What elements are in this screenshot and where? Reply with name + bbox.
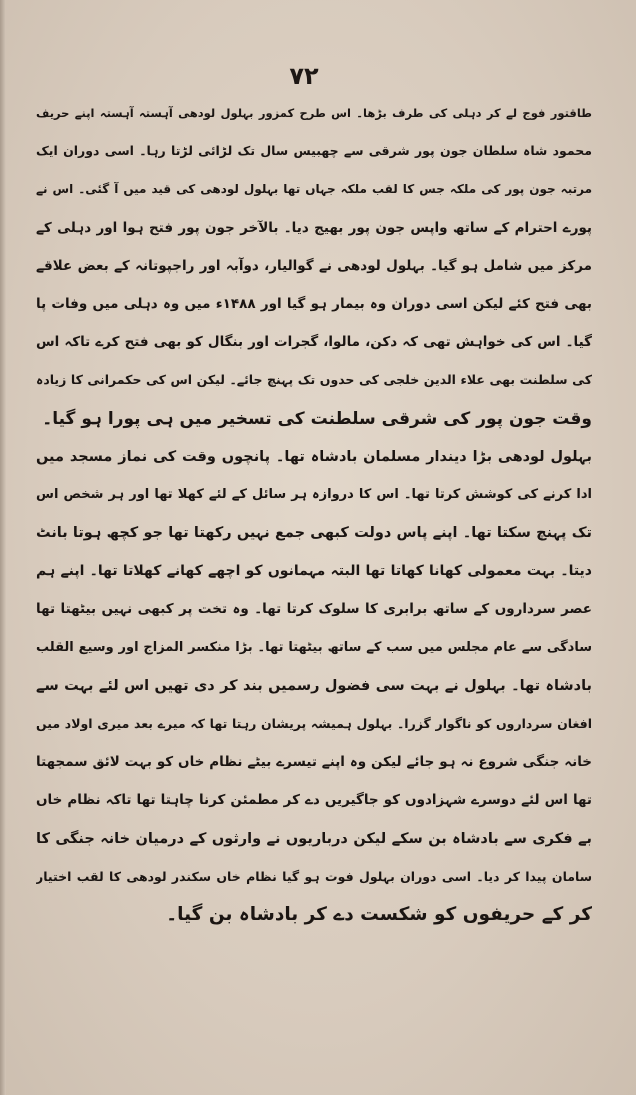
text-line: تھا اس لئے دوسرے شہزادوں کو جاگیریں دے کر مطمئن کرنا چاہتا تھا تاکہ نظام خاں xyxy=(36,792,592,809)
text-line: بھی فتح کئے لیکن اسی دوران وہ بیمار ہو گیا اور ۱۴۸۸ء میں وہ دہلی میں وفات پا xyxy=(36,295,592,312)
paragraph xyxy=(36,438,592,934)
paragraph xyxy=(36,94,592,438)
text-line: پورے احترام کے ساتھ واپس جون پور بھیج دیا۔ بالآخر جون پور فتح ہوا اور دہلی کے xyxy=(36,219,592,236)
text-line: افغان سرداروں کو ناگوار گزرا۔ بہلول ہمیشہ پریشان رہتا تھا کہ میرے بعد میری اولاد میں xyxy=(36,716,592,731)
text-line: طاقتور فوج لے کر دہلی کی طرف بڑھا۔ اس طرح کمزور بہلول لودھی آہستہ آہستہ اپنے حریف xyxy=(36,106,592,120)
text-line: بہلول لودھی بڑا دیندار مسلمان بادشاہ تھا۔ پانچوں وقت کی نماز مسجد میں xyxy=(36,448,592,465)
text-line: ادا کرنے کی کوشش کرتا تھا۔ اس کا دروازہ ہر سائل کے لئے کھلا تھا اور ہر شخص اس xyxy=(36,486,592,502)
text-line: خانہ جنگی شروع نہ ہو جائے لیکن وہ اپنے تیسرے بیٹے نظام خاں کو بہت لائق سمجھتا xyxy=(36,754,592,771)
body-text xyxy=(36,94,592,934)
text-line: محمود شاہ سلطان جون پور شرقی سے چھبیس سال تک لڑائی لڑتا رہا۔ اسی دوران ایک xyxy=(36,143,592,159)
page-spine-shadow xyxy=(0,0,6,1095)
text-line: بادشاہ تھا۔ بہلول نے بہت سی فضول رسمیں بند کر دی تھیں اس لئے بہت سے xyxy=(36,677,592,694)
text-line: عصر سرداروں کے ساتھ برابری کا سلوک کرتا تھا۔ وہ تخت پر کبھی نہیں بیٹھتا تھا xyxy=(36,601,592,618)
text-line: کی سلطنت بھی علاء الدین خلجی کی حدوں تک پہنچ جائے۔ لیکن اس کی حکمرانی کا زیادہ xyxy=(36,372,592,388)
page-number: ۷۲ xyxy=(289,62,319,90)
text-line: بے فکری سے بادشاہ بن سکے لیکن درباریوں نے وارثوں کے درمیان خانہ جنگی کا xyxy=(36,830,592,847)
text-line: تک پہنچ سکتا تھا۔ اپنے پاس دولت کبھی جمع نہیں رکھتا تھا جو کچھ ہوتا بانٹ xyxy=(36,525,592,542)
text-line: مرتبہ جون پور کی ملکہ جس کا لقب ملکہ جہاں تھا بہلول لودھی کی قید میں آ گئی۔ اس نے xyxy=(36,182,592,197)
text-line: سامان پیدا کر دیا۔ اسی دوران بہلول فوت ہو گیا نظام خاں سکندر لودھی کا لقب اختیار xyxy=(36,868,592,884)
text-line: مرکز میں شامل ہو گیا۔ بہلول لودھی نے گوالیار، دوآبہ اور راجپوتانہ کے بعض علاقے xyxy=(36,257,592,274)
text-line: کر کے حریفوں کو شکست دے کر بادشاہ بن گیا۔ xyxy=(166,903,592,925)
text-line: سادگی سے عام مجلس میں سب کے ساتھ بیٹھتا تھا۔ بڑا منکسر المزاج اور وسیع القلب xyxy=(36,639,592,655)
text-line: وقت جون پور کی شرقی سلطنت کی تسخیر میں ہی پورا ہو گیا۔ xyxy=(42,408,592,429)
text-line: دیتا۔ بہت معمولی کھانا کھاتا تھا البتہ مہمانوں کو اچھے کھانے کھلاتا تھا۔ اپنے ہم xyxy=(36,563,592,580)
text-line: گیا۔ اس کی خواہش تھی کہ دکن، مالوا، گجرات اور بنگال کو بھی فتح کرے تاکہ اس xyxy=(36,334,592,351)
